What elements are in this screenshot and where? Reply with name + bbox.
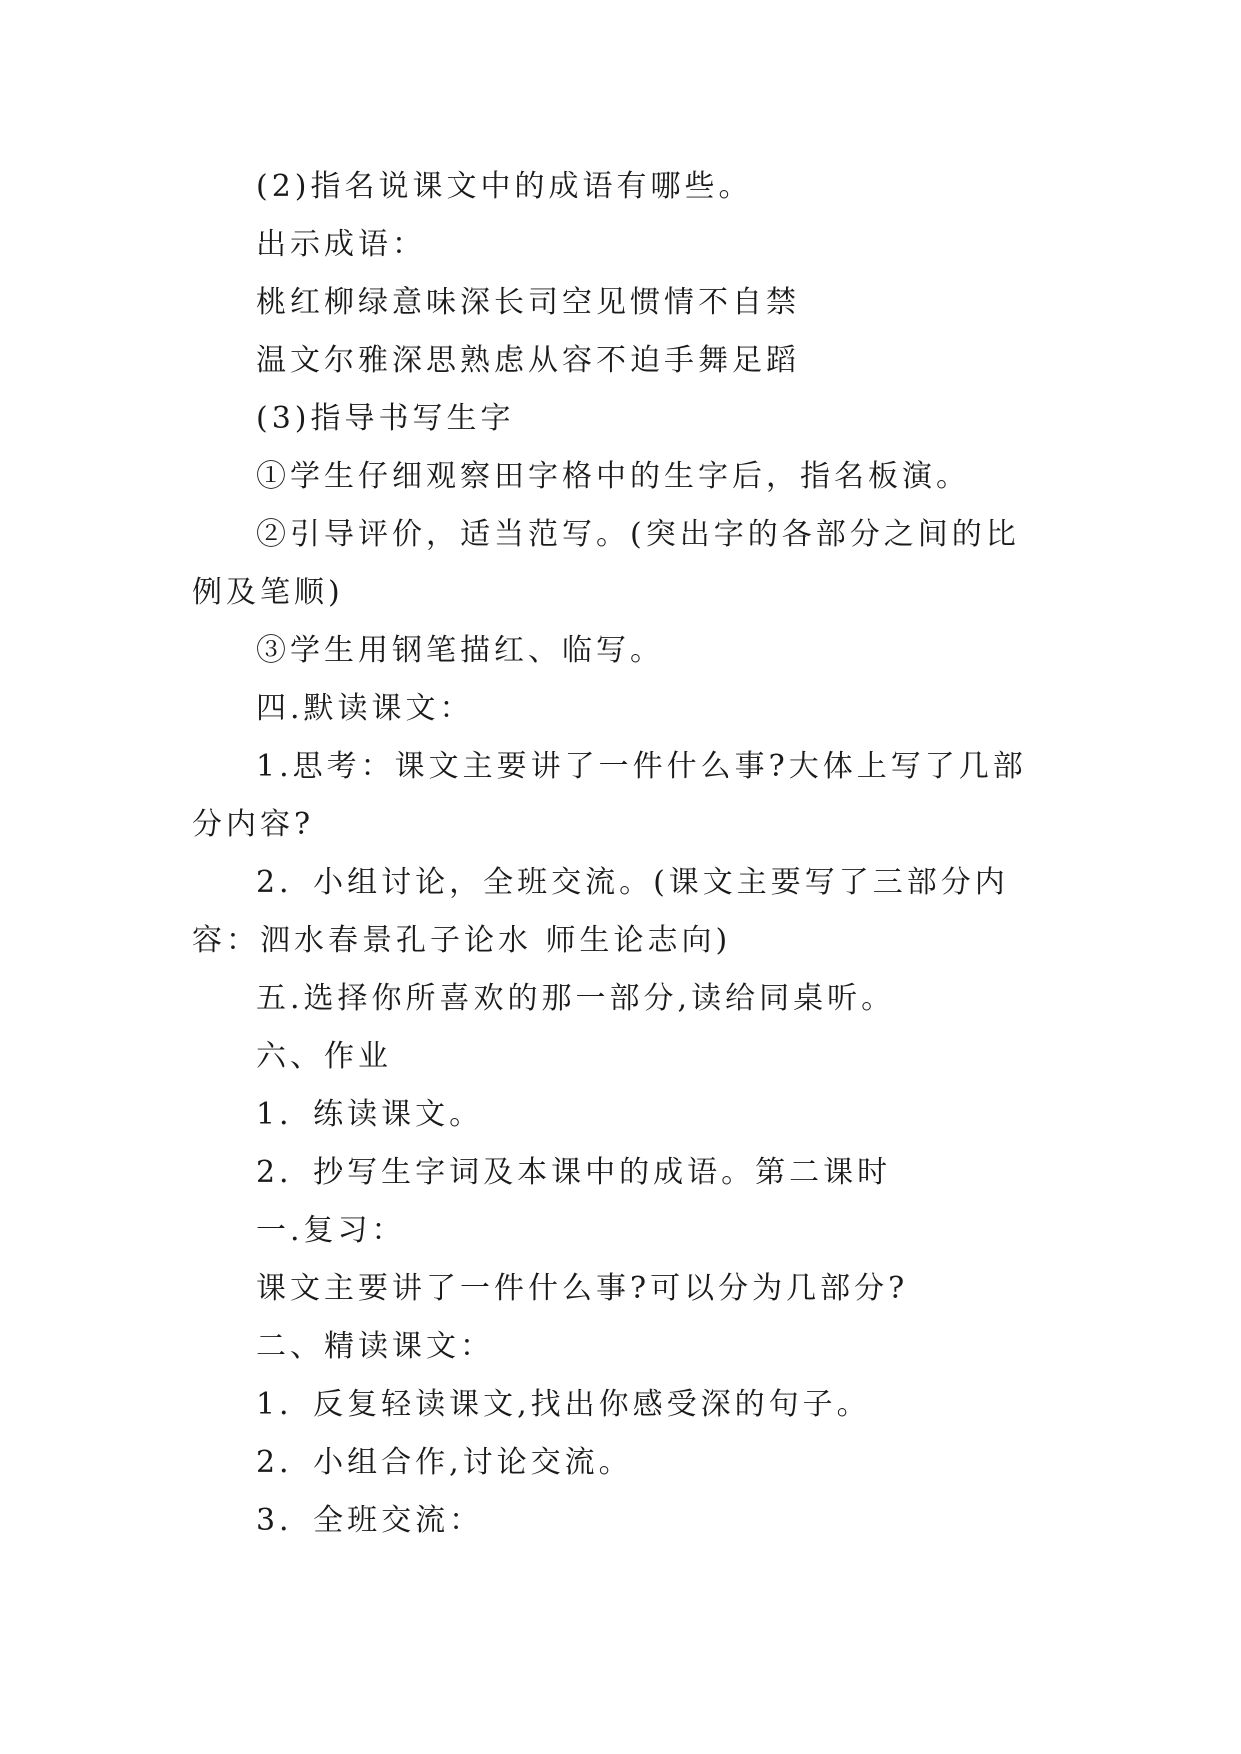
section-heading-review: 一.复习： [256, 1213, 406, 1248]
paragraph-review-question: 课文主要讲了一件什么事?可以分为几部分? [256, 1271, 909, 1306]
paragraph-substep-3: ③学生用钢笔描红、临写。 [256, 633, 664, 668]
paragraph-think: 1.思考：课文主要讲了一件什么事?大体上写了几部分内容? [192, 749, 1027, 842]
section-heading-4: 四.默读课文： [256, 691, 474, 726]
section-heading-5: 五.选择你所喜欢的那一部分,读给同桌听。 [256, 981, 896, 1016]
section-heading-close-reading: 二、精读课文： [256, 1329, 494, 1364]
paragraph-reading-3: 3．全班交流： [256, 1503, 484, 1538]
paragraph-step-2: (2)指名说课文中的成语有哪些。 [256, 169, 753, 204]
paragraph-homework-1: 1．练读课文。 [256, 1097, 484, 1132]
paragraph-idioms-line-2: 温文尔雅深思熟虑从容不迫手舞足蹈 [256, 343, 800, 378]
paragraph-reading-2: 2．小组合作,讨论交流。 [256, 1445, 633, 1480]
paragraph-substep-2: ②引导评价，适当范写。(突出字的各部分之间的比例及笔顺) [192, 517, 1020, 610]
paragraph-substep-1: ①学生仔细观察田字格中的生字后，指名板演。 [256, 459, 970, 494]
paragraph-discuss: 2．小组讨论，全班交流。(课文主要写了三部分内容：泗水春景孔子论水 师生论志向) [192, 865, 1009, 958]
paragraph-idioms-line-1: 桃红柳绿意味深长司空见惯情不自禁 [256, 285, 800, 320]
section-heading-6: 六、作业 [256, 1039, 392, 1074]
paragraph-homework-2: 2．抄写生字词及本课中的成语。第二课时 [256, 1155, 892, 1190]
document-body [192, 158, 1052, 1550]
paragraph-show-idioms: 出示成语： [256, 227, 426, 262]
paragraph-step-3: (3)指导书写生字 [256, 401, 515, 436]
paragraph-reading-1: 1．反复轻读课文,找出你感受深的句子。 [256, 1387, 871, 1422]
